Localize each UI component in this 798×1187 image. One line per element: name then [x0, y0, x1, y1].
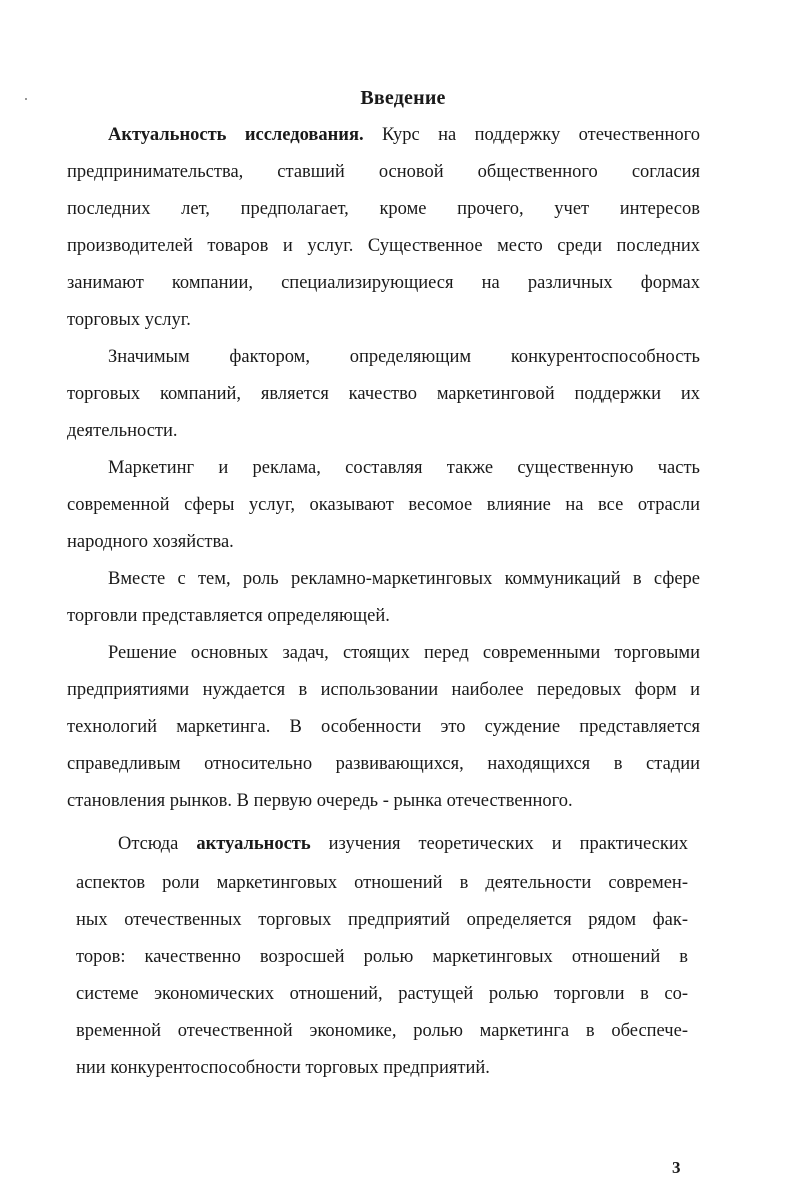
section-title: Введение [360, 87, 446, 109]
p6-line-3: ных отечественных торговых предприятий определяется рядом фак- [76, 910, 688, 930]
p3-line-1: Маркетинг и реклама, составляя также существенную часть [108, 458, 700, 478]
p3-line-2: современной сферы услуг, оказывают весомое влияние на все отрасли [67, 495, 700, 515]
p2-line-3: деятельности. [67, 421, 178, 441]
p1-line-5: занимают компании, специализирующиеся на различных формах [67, 273, 700, 293]
p6-line-1 [118, 833, 688, 855]
p4-line-2: торговли представляется определяющей. [67, 606, 390, 626]
p6-bold-term: актуальность [196, 834, 311, 854]
p1-line-3: последних лет, предполагает, кроме прочего, учет интересов [67, 199, 700, 219]
p1-line-4: производителей товаров и услуг. Существенное место среди последних [67, 236, 700, 256]
p6-line-2: аспектов роли маркетинговых отношений в деятельности современ- [76, 873, 688, 893]
p6-line-7: нии конкурентоспособности торговых предприятий. [76, 1058, 490, 1078]
p6-line-1-pre: Отсюда [118, 834, 179, 854]
p6-line-1-post: изучения теоретических и практических [328, 834, 689, 854]
p5-line-2: предприятиями нуждается в использовании наиболее передовых форм и [67, 680, 700, 700]
page-number: 3 [672, 1158, 681, 1177]
p6-line-4: торов: качественно возросшей ролью маркетинговых отношений в [76, 947, 688, 967]
p1-bold-lead: Актуальность исследования. [108, 125, 364, 145]
p1-line-1-rest: Курс на поддержку отечественного [382, 125, 701, 145]
p6-line-6: временной отечественной экономике, ролью маркетинга в обеспече- [76, 1021, 688, 1041]
p5-line-4: справедливым относительно развивающихся, находящихся в стадии [67, 754, 700, 774]
p2-line-2: торговых компаний, является качество маркетинговой поддержки их [67, 384, 700, 404]
p5-line-1: Решение основных задач, стоящих перед современными торговыми [108, 643, 700, 663]
p1-line-1 [108, 124, 700, 146]
p6-line-5: системе экономических отношений, растущей ролью торговли в со- [76, 984, 688, 1004]
p5-line-5: становления рынков. В первую очередь - рынка отечественного. [67, 791, 573, 811]
p1-line-6: торговых услуг. [67, 310, 191, 330]
p3-line-3: народного хозяйства. [67, 532, 234, 552]
p4-line-1: Вместе с тем, роль рекламно-маркетинговых коммуникаций в сфере [108, 569, 700, 589]
p5-line-3: технологий маркетинга. В особенности это суждение представляется [67, 717, 700, 737]
p2-line-1: Значимым фактором, определяющим конкурентоспособность [108, 347, 700, 367]
p1-line-2: предпринимательства, ставший основой общественного согласия [67, 162, 700, 182]
